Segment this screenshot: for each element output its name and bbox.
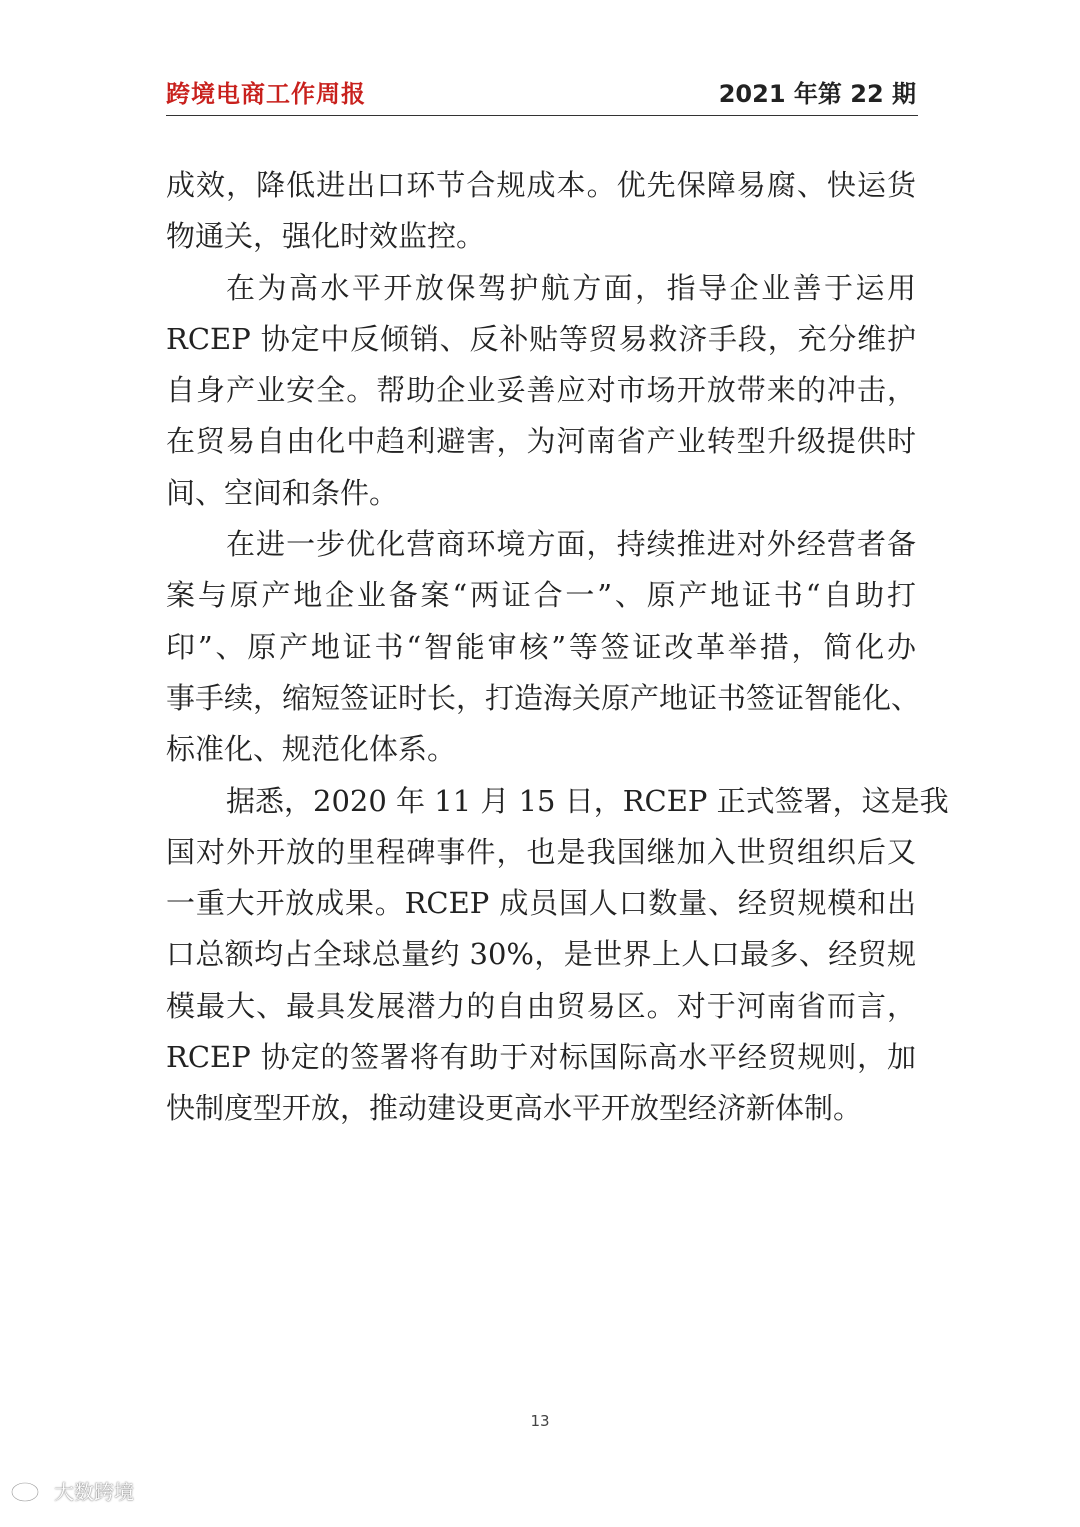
paragraph-line: 快制度型开放，推动建设更高水平开放型经济新体制。 <box>166 1091 863 1126</box>
paragraph-line: 在为高水平开放保驾护航方面，指导企业善于运用 <box>226 270 916 305</box>
paragraph-line: 事手续，缩短签证时长，打造海关原产地证书签证智能化、 <box>166 680 921 715</box>
paragraph-line: 在贸易自由化中趋利避害，为河南省产业转型升级提供时 <box>166 424 916 459</box>
paragraph-line: 印”、原产地证书“智能审核”等签证改革举措，简化办 <box>166 629 916 664</box>
watermark <box>10 1475 134 1505</box>
issue-number: 2021 年第 22 期 <box>718 80 916 108</box>
paragraph-line: 成效，降低进出口环节合规成本。优先保障易腐、快运货 <box>166 168 916 202</box>
paragraph-line: 口总额均占全球总量约 30%，是世界上人口最多、经贸规 <box>166 937 916 972</box>
paragraph-line: 物通关，强化时效监控。 <box>166 219 486 254</box>
article-body <box>166 160 949 1135</box>
paragraph-line: RCEP 协定中反倾销、反补贴等贸易救济手段，充分维护 <box>166 321 916 356</box>
paragraph <box>166 160 916 263</box>
paragraph-line: 模最大、最具发展潜力的自由贸易区。对于河南省而言， <box>166 988 916 1023</box>
paragraph-line: 一重大开放成果。RCEP 成员国人口数量、经贸规模和出 <box>166 886 916 921</box>
paragraph-line: 案与原产地企业备案“两证合一”、原产地证书“自助打 <box>166 578 916 613</box>
watermark-text: 大数跨境 <box>54 1479 134 1504</box>
paragraph-line: 在进一步优化营商环境方面，持续推进对外经营者备 <box>226 527 916 562</box>
header-divider <box>166 115 918 116</box>
paragraph <box>166 263 916 519</box>
page-header <box>166 74 916 114</box>
paragraph-line: 自身产业安全。帮助企业妥善应对市场开放带来的冲击， <box>166 373 916 408</box>
weibo-logo-icon <box>10 1477 48 1503</box>
paragraph-line: 国对外开放的里程碑事件，也是我国继加入世贸组织后又 <box>166 834 916 869</box>
page-number: 13 <box>530 1412 550 1430</box>
paragraph-line: 标准化、规范化体系。 <box>166 732 457 767</box>
paragraph-line: RCEP 协定的签署将有助于对标国际高水平经贸规则，加 <box>166 1040 916 1075</box>
paragraph-line: 间、空间和条件。 <box>166 475 399 510</box>
paragraph <box>166 519 921 775</box>
paragraph-line: 据悉，2020 年 11 月 15 日，RCEP 正式签署，这是我 <box>226 783 949 818</box>
publication-title: 跨境电商工作周报 <box>166 80 366 108</box>
paragraph <box>166 776 949 1135</box>
